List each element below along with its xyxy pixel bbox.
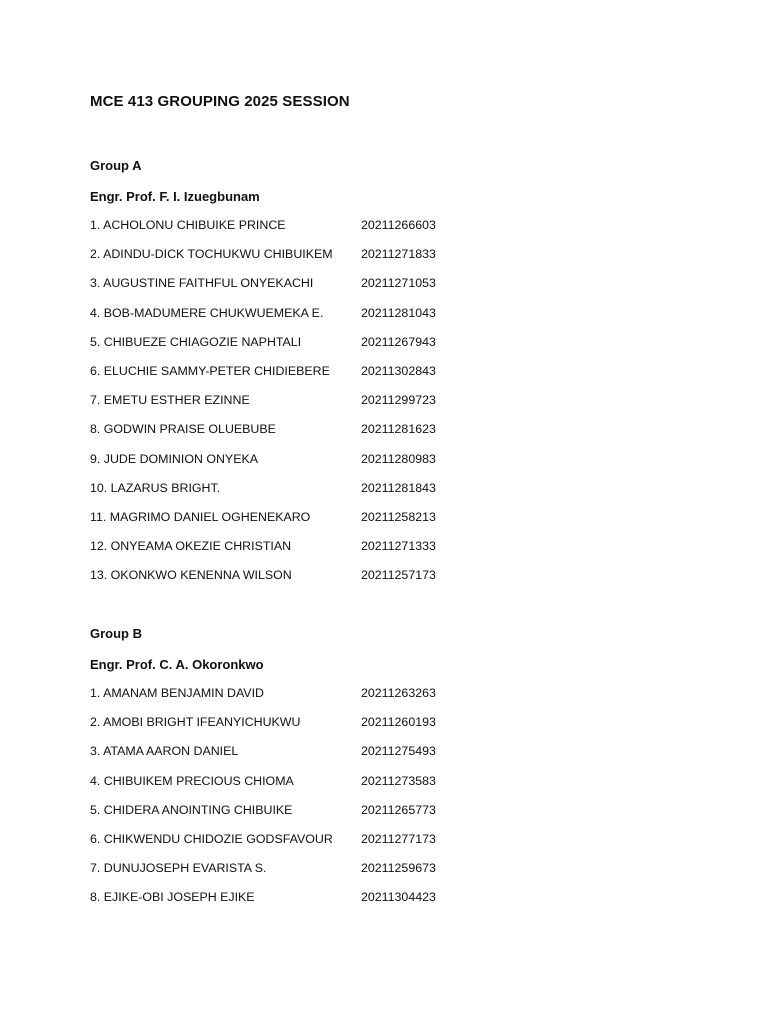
member-name: 10. LAZARUS BRIGHT. [90,480,221,495]
member-reg-number: 20211273583 [361,773,436,788]
group-b-member-list [90,685,510,919]
member-reg-number: 20211259673 [361,861,436,876]
member-reg-number: 20211265773 [361,802,436,817]
member-name: 4. CHIBUIKEM PRECIOUS CHIOMA [90,773,294,788]
member-name: 5. CHIDERA ANOINTING CHIBUIKE [90,802,293,817]
member-name: 7. EMETU ESTHER EZINNE [90,393,250,408]
member-name: 9. JUDE DOMINION ONYEKA [90,451,258,466]
group-a-label: Group A [90,158,142,173]
member-name: 6. CHIKWENDU CHIDOZIE GODSFAVOUR [90,831,333,846]
member-row [90,275,510,304]
member-row [90,246,510,275]
member-reg-number: 20211267943 [361,334,436,349]
member-name: 5. CHIBUEZE CHIAGOZIE NAPHTALI [90,334,302,349]
member-reg-number: 20211258213 [361,509,436,524]
member-row [90,217,510,246]
member-reg-number: 20211271833 [361,247,436,262]
member-row [90,363,510,392]
member-reg-number: 20211257173 [361,568,436,583]
member-row [90,421,510,450]
group-b-supervisor: Engr. Prof. C. A. Okoronkwo [90,657,264,672]
member-name: 2. ADINDU-DICK TOCHUKWU CHIBUIKEM [90,247,333,262]
member-name: 1. ACHOLONU CHIBUIKE PRINCE [90,218,286,232]
member-row [90,831,510,860]
member-row [90,889,510,918]
member-row [90,538,510,567]
member-row [90,392,510,421]
member-name: 8. GODWIN PRAISE OLUEBUBE [90,422,276,437]
member-name: 13. OKONKWO KENENNA WILSON [90,568,292,583]
member-reg-number: 20211299723 [361,393,436,408]
group-b-section [90,625,510,919]
member-row [90,567,510,596]
member-name: 6. ELUCHIE SAMMY-PETER CHIDIEBERE [90,363,330,378]
member-reg-number: 20211280983 [361,451,436,466]
member-reg-number: 20211302843 [361,363,436,378]
member-name: 11. MAGRIMO DANIEL OGHENEKARO [90,509,311,524]
member-row [90,334,510,363]
member-row [90,685,510,714]
member-row [90,509,510,538]
member-row [90,802,510,831]
member-row [90,714,510,743]
member-row [90,305,510,334]
group-a-section [90,157,510,596]
member-name: 8. EJIKE-OBI JOSEPH EJIKE [90,890,255,905]
member-reg-number: 20211271053 [361,276,436,291]
group-b-label: Group B [90,626,142,641]
member-name: 3. ATAMA AARON DANIEL [90,744,239,759]
member-name: 12. ONYEAMA OKEZIE CHRISTIAN [90,539,292,554]
document-title: MCE 413 GROUPING 2025 SESSION [90,93,350,110]
member-reg-number: 20211260193 [361,715,436,730]
member-row [90,773,510,802]
member-row [90,860,510,889]
member-row [90,743,510,772]
member-reg-number: 20211304423 [361,890,436,905]
member-row [90,480,510,509]
member-name: 2. AMOBI BRIGHT IFEANYICHUKWU [90,715,301,730]
group-a-member-list [90,217,510,596]
member-reg-number: 20211281043 [361,305,436,320]
group-a-supervisor: Engr. Prof. F. I. Izuegbunam [90,189,260,204]
member-reg-number: 20211275493 [361,744,436,759]
member-reg-number: 20211277173 [361,831,436,846]
member-name: 3. AUGUSTINE FAITHFUL ONYEKACHI [90,276,314,291]
member-name: 7. DUNUJOSEPH EVARISTA S. [90,861,267,876]
member-reg-number: 20211281843 [361,480,436,495]
member-row [90,451,510,480]
member-reg-number: 20211271333 [361,539,436,554]
member-reg-number: 20211266603 [361,218,436,232]
member-reg-number: 20211263263 [361,686,436,700]
member-name: 1. AMANAM BENJAMIN DAVID [90,686,264,700]
member-reg-number: 20211281623 [361,422,436,437]
member-name: 4. BOB-MADUMERE CHUKWUEMEKA E. [90,305,324,320]
